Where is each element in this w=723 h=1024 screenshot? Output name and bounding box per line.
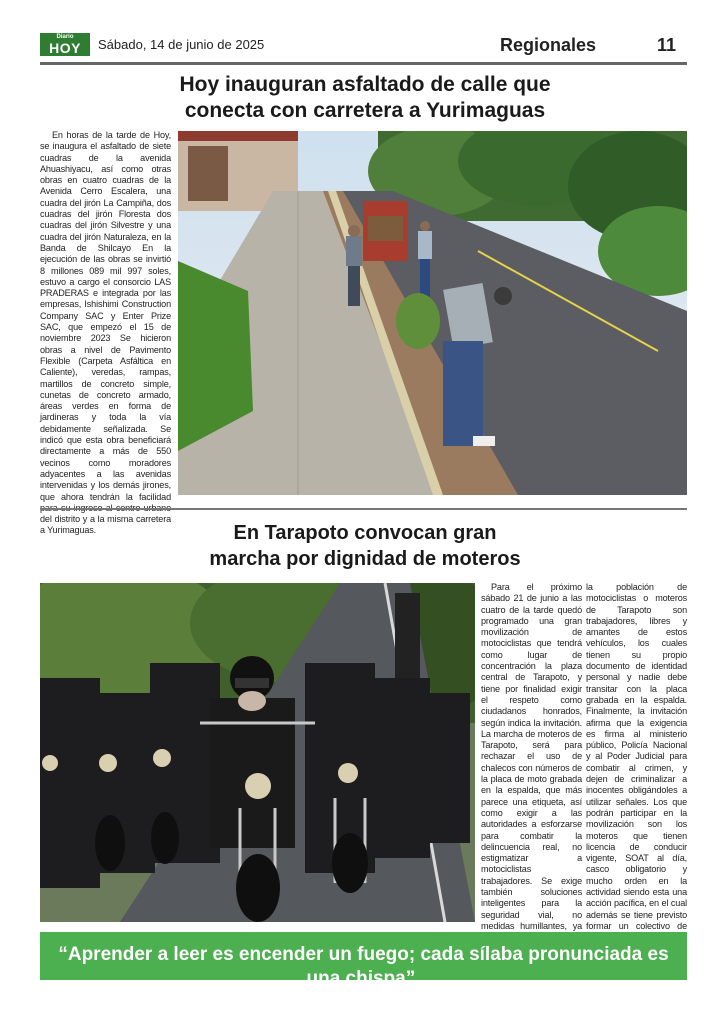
- quote-text: “Aprender a leer es encender un fuego; cada sílaba pronunciada es una chispa”.: [58, 944, 669, 989]
- article2-headline-line2: marcha por dignidad de moteros: [209, 548, 521, 570]
- article1-headline: [60, 72, 670, 124]
- page-number: 11: [657, 35, 677, 55]
- article1-headline-line2: conecta con carretera a Yurimaguas: [184, 99, 546, 122]
- article2-headline: [150, 520, 580, 572]
- road-workers-photo-illustration: [178, 131, 687, 495]
- article-divider: [40, 508, 687, 510]
- logo-big-text: HOY: [49, 40, 81, 56]
- issue-date: Sábado, 14 de junio de 2025: [98, 37, 265, 52]
- article2-headline-line1: En Tarapoto convocan gran: [233, 522, 497, 544]
- article1-headline-line1: Hoy inauguran asfaltado de calle que: [179, 73, 551, 96]
- road-workers-photo: [178, 131, 687, 495]
- motorcycle-march-photo-illustration: [40, 583, 475, 922]
- article1-body: En horas de la tarde de Hoy, se inaugura el asfaltado de siete cuadras de la avenida Ahuashiyacu, así como otras obras en cuatro cuadras de la Avenida Cerro Escalera, una cuadra del jirón La Campiña, dos cuadras del jirón Floresta dos cuadras del jirón Silvestre y una cuadra del jirón Naturaleza, en la Banda de Shilcayo En la ejecución de las obras se invirtió 8 millones 089 mil 997 soles, estuvo a cargo el consorcio LAS PRADERAS e integrada por las empresas, Ishishimi Construction Company SAC y Enter Prize SAC, que empezó el 15 de noviembre 2023 Se hicieron obras a nivel de Pavimento Flexible (Carpeta Asfáltica en Caliente), veredas, rampas, martillos de concreto simple, cunetas de concreto armado, áreas verdes en forma de jardineras y toda la vía debidamente señalizada. Se indicó que esta obra beneficiará directamente a más de 550 vecinos como moradores adyacentes a las avenidas intervenidas y los demás jirones, que ahora tendrán la facilidad del distrito y a la misma carretera a Yurimaguas.: [40, 130, 171, 536]
- article2-body-col2: la población de motociclistas o moteros de Tarapoto son trabajadores, libres y amantes de estos vehículos, los cuales tienen su propio documento de identidad personal y nadie debe transitar con la placa grabada en la espalda. Finalmente, la invitación afirma que la exigencia es firma al ministerio público, Policía Nacional y al Poder Judicial para combatir al crimen, y dejen de criminalizar a inocentes obligándoles a utilizar señales. Los que podrán participar en la movilización son los moteros que tienen licencia de conducir vigente, SOAT al día, casco obligatorio y mucho orden en la actividad siendo esta una acción pacífica, en el cual además se tiene previsto formar un colectivo de: [586, 582, 687, 931]
- logo-small-text: Diario: [56, 34, 74, 40]
- motorcycle-march-photo: [40, 583, 475, 922]
- section-title: Regionales: [500, 35, 597, 55]
- header-divider: [40, 62, 687, 65]
- newspaper-logo: [40, 33, 90, 56]
- article2-body-col1: Para el próximo sábado 21 de junio a las cuatro de la tarde quedó programado una gran movilización de motociclistas que tendrá como lugar de concentración la plaza central de Tarapoto, y tiene por finalidad exigir el respeto como ciudadanos honrados, según indica la invitación. La marcha de moteros de Tarapoto, será para rechazar el uso de chalecos con números de la placa de moto grabada en la espalda, que más parece una etiqueta, así como exigir a las autoridades a esforzarse para combatir la delincuencia real, no estigmatizar a motociclistas trabajadores. Se exige también soluciones inteligentes para la seguridad vial, no medidas humillantes, ya: [481, 582, 582, 931]
